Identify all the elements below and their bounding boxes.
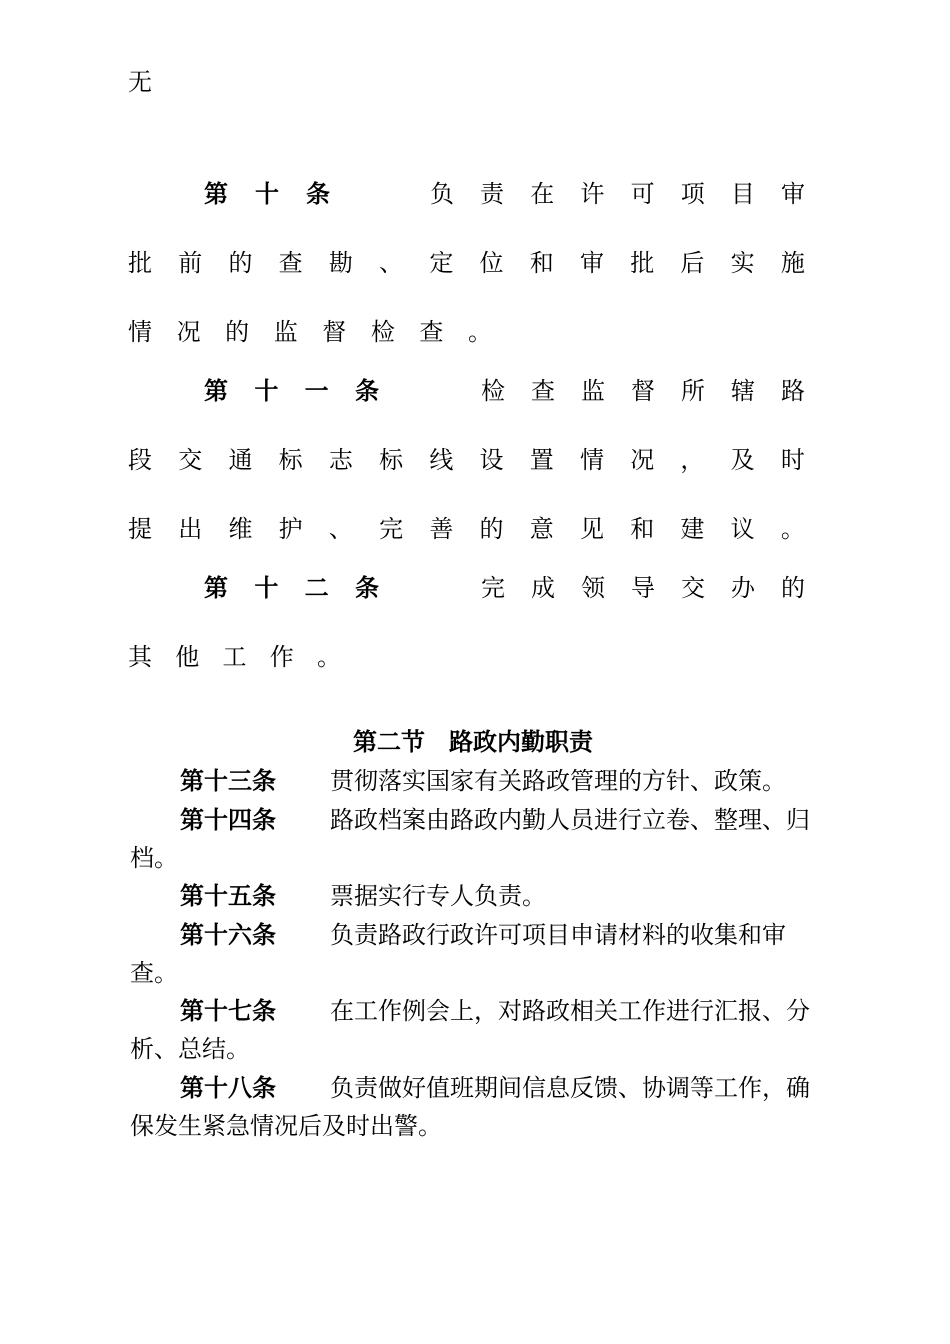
char: 第 bbox=[204, 574, 228, 602]
article-14-heading: 第十四条 bbox=[180, 806, 276, 834]
char: 辖 bbox=[731, 377, 755, 405]
char: 的 bbox=[479, 515, 504, 543]
char: 。 bbox=[780, 515, 805, 543]
char: 标 bbox=[379, 446, 404, 474]
article-16-text: 负责路政行政许可项目申请材料的收集和审 bbox=[330, 921, 786, 949]
article-12-text-line-1 bbox=[481, 576, 805, 600]
char: 十 bbox=[254, 377, 279, 405]
char: 作 bbox=[269, 643, 294, 671]
char: 许 bbox=[580, 180, 605, 208]
char: 维 bbox=[228, 515, 253, 543]
article-10-text-line-2 bbox=[128, 251, 805, 275]
char: 其 bbox=[128, 643, 152, 671]
article-16-continuation: 查。 bbox=[130, 959, 178, 987]
article-13-heading: 第十三条 bbox=[180, 767, 276, 795]
char: 第 bbox=[204, 377, 228, 405]
char: 意 bbox=[529, 515, 554, 543]
char: 二 bbox=[304, 574, 329, 602]
article-11-text-line-2 bbox=[128, 448, 805, 472]
char: 监 bbox=[273, 318, 298, 346]
article-11-heading bbox=[204, 379, 379, 403]
article-18-continuation: 保发生紧急情况后及时出警。 bbox=[130, 1112, 442, 1140]
char: 督 bbox=[322, 318, 347, 346]
article-12-text-line-2 bbox=[128, 645, 341, 669]
char: 一 bbox=[304, 377, 329, 405]
char: 查 bbox=[278, 249, 303, 277]
char: 志 bbox=[328, 446, 353, 474]
char: 在 bbox=[530, 180, 555, 208]
char: 监 bbox=[581, 377, 605, 405]
char: 出 bbox=[178, 515, 203, 543]
char: 的 bbox=[225, 318, 250, 346]
char: 批 bbox=[630, 249, 655, 277]
article-10-text-line-1 bbox=[430, 182, 805, 206]
char: 的 bbox=[781, 574, 805, 602]
char: 十 bbox=[254, 574, 279, 602]
char: 条 bbox=[306, 180, 330, 208]
char: 议 bbox=[730, 515, 755, 543]
char: 督 bbox=[631, 377, 655, 405]
char: 勘 bbox=[328, 249, 353, 277]
article-12-heading bbox=[204, 576, 379, 600]
char: 、 bbox=[379, 249, 404, 277]
char: 施 bbox=[780, 249, 805, 277]
char: 第 bbox=[204, 180, 228, 208]
section-title: 第二节 路政内勤职责 bbox=[353, 728, 593, 756]
char: 通 bbox=[228, 446, 253, 474]
article-10-text-line-3 bbox=[128, 320, 492, 344]
char: 检 bbox=[481, 377, 505, 405]
char: 审 bbox=[579, 249, 604, 277]
char: 。 bbox=[467, 318, 492, 346]
char: 、 bbox=[328, 515, 353, 543]
char: 前 bbox=[178, 249, 203, 277]
char: 后 bbox=[680, 249, 705, 277]
article-14-continuation: 档。 bbox=[130, 844, 178, 872]
char: 审 bbox=[780, 180, 805, 208]
char: 可 bbox=[630, 180, 655, 208]
article-18-heading: 第十八条 bbox=[180, 1074, 276, 1102]
article-15-heading: 第十五条 bbox=[180, 882, 276, 910]
article-11-text-line-1 bbox=[481, 379, 805, 403]
char: 位 bbox=[479, 249, 504, 277]
char: 标 bbox=[278, 446, 303, 474]
char: 提 bbox=[128, 515, 152, 543]
article-14-text: 路政档案由路政内勤人员进行立卷、整理、归 bbox=[330, 806, 810, 834]
char: 。 bbox=[317, 643, 341, 671]
char: 时 bbox=[780, 446, 805, 474]
article-15-text: 票据实行专人负责。 bbox=[330, 882, 546, 910]
char: ， bbox=[680, 446, 705, 474]
article-18-text: 负责做好值班期间信息反馈、协调等工作，确 bbox=[330, 1074, 810, 1102]
char: 目 bbox=[730, 180, 755, 208]
char: 况 bbox=[630, 446, 655, 474]
article-17-continuation: 析、总结。 bbox=[130, 1035, 250, 1063]
char: 完 bbox=[481, 574, 505, 602]
char: 负 bbox=[430, 180, 454, 208]
char: 情 bbox=[579, 446, 604, 474]
char: 况 bbox=[176, 318, 201, 346]
char: 办 bbox=[731, 574, 755, 602]
char: 路 bbox=[781, 377, 805, 405]
char: 导 bbox=[631, 574, 655, 602]
char: 情 bbox=[128, 318, 152, 346]
article-17-text: 在工作例会上，对路政相关工作进行汇报、分 bbox=[330, 997, 810, 1025]
char: 和 bbox=[529, 249, 554, 277]
char: 检 bbox=[370, 318, 395, 346]
char: 查 bbox=[419, 318, 444, 346]
char: 定 bbox=[429, 249, 454, 277]
article-10-heading bbox=[204, 182, 330, 206]
char: 完 bbox=[379, 515, 404, 543]
char: 条 bbox=[354, 377, 379, 405]
char: 和 bbox=[630, 515, 655, 543]
char: 工 bbox=[222, 643, 247, 671]
char: 交 bbox=[681, 574, 705, 602]
char: 项 bbox=[680, 180, 705, 208]
char: 见 bbox=[579, 515, 604, 543]
char: 实 bbox=[730, 249, 755, 277]
char: 的 bbox=[228, 249, 253, 277]
char: 查 bbox=[531, 377, 555, 405]
char: 线 bbox=[429, 446, 454, 474]
char: 领 bbox=[581, 574, 605, 602]
char: 责 bbox=[480, 180, 505, 208]
char: 批 bbox=[128, 249, 152, 277]
char: 善 bbox=[429, 515, 454, 543]
char: 置 bbox=[529, 446, 554, 474]
article-17-heading: 第十七条 bbox=[180, 997, 276, 1025]
char: 建 bbox=[680, 515, 705, 543]
char: 段 bbox=[128, 446, 152, 474]
char: 设 bbox=[479, 446, 504, 474]
article-16-heading: 第十六条 bbox=[180, 921, 276, 949]
char: 他 bbox=[175, 643, 200, 671]
char: 交 bbox=[178, 446, 203, 474]
char: 十 bbox=[255, 180, 279, 208]
char: 及 bbox=[730, 446, 755, 474]
char: 所 bbox=[681, 377, 705, 405]
char: 条 bbox=[354, 574, 379, 602]
char: 护 bbox=[278, 515, 303, 543]
article-11-text-line-3 bbox=[128, 517, 805, 541]
top-fragment-text: 无 bbox=[128, 68, 152, 96]
char: 成 bbox=[531, 574, 555, 602]
article-13-text: 贯彻落实国家有关路政管理的方针、政策。 bbox=[330, 767, 786, 795]
